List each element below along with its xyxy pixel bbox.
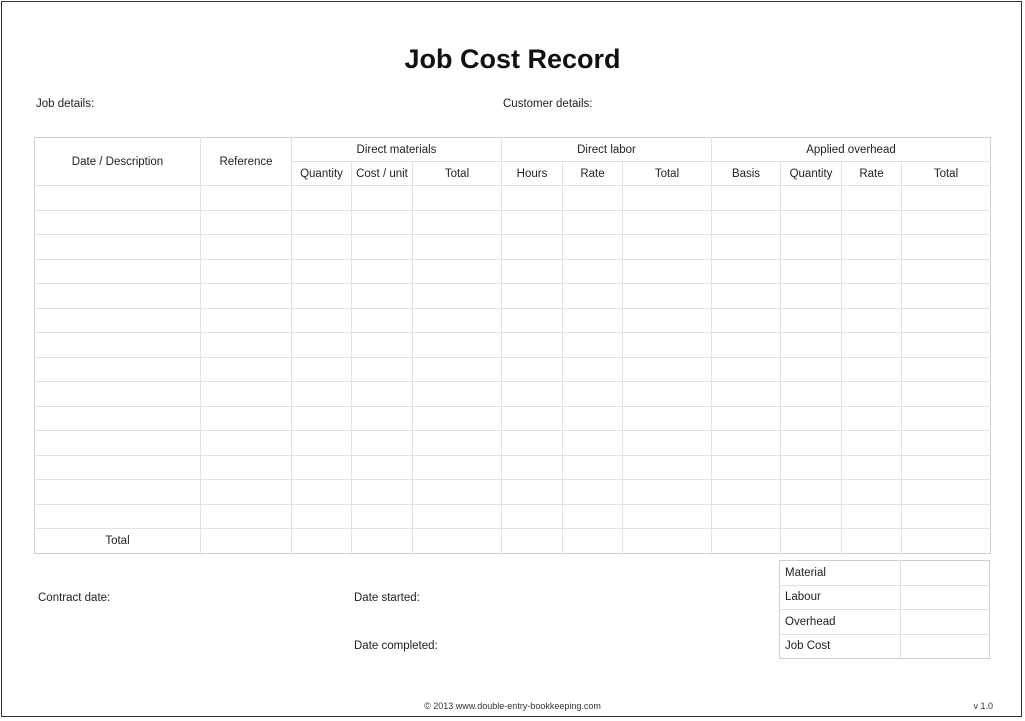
table-cell[interactable] <box>413 357 502 382</box>
table-cell[interactable] <box>35 259 201 284</box>
total-cell[interactable] <box>413 529 502 554</box>
table-cell[interactable] <box>352 186 413 211</box>
total-cell[interactable] <box>502 529 563 554</box>
table-cell[interactable] <box>902 357 991 382</box>
table-row <box>35 455 991 480</box>
table-cell[interactable] <box>842 186 902 211</box>
table-cell[interactable] <box>842 480 902 505</box>
table-cell[interactable] <box>352 504 413 529</box>
table-cell[interactable] <box>201 235 292 260</box>
table-cell[interactable] <box>201 357 292 382</box>
table-cell[interactable] <box>712 455 781 480</box>
table-cell[interactable] <box>781 333 842 358</box>
table-cell[interactable] <box>712 210 781 235</box>
header-ao-quantity: Quantity <box>781 162 842 186</box>
table-cell[interactable] <box>502 382 563 407</box>
summary-value-labour[interactable] <box>901 585 990 610</box>
table-cell[interactable] <box>201 382 292 407</box>
table-cell[interactable] <box>623 308 712 333</box>
table-cell[interactable] <box>352 259 413 284</box>
table-cell[interactable] <box>292 357 352 382</box>
table-cell[interactable] <box>35 504 201 529</box>
table-cell[interactable] <box>563 235 623 260</box>
table-cell[interactable] <box>902 406 991 431</box>
total-cell[interactable] <box>623 529 712 554</box>
header-date-description: Date / Description <box>35 138 201 186</box>
summary-value-material[interactable] <box>901 561 990 586</box>
table-cell[interactable] <box>292 480 352 505</box>
table-cell[interactable] <box>902 382 991 407</box>
table-cell[interactable] <box>712 406 781 431</box>
footer-copyright: © 2013 www.double-entry-bookkeeping.com <box>424 701 601 711</box>
table-cell[interactable] <box>623 504 712 529</box>
table-cell[interactable] <box>502 406 563 431</box>
table-row <box>35 431 991 456</box>
table-cell[interactable] <box>623 333 712 358</box>
table-cell[interactable] <box>902 504 991 529</box>
table-cell[interactable] <box>842 284 902 309</box>
header-reference: Reference <box>201 138 292 186</box>
table-cell[interactable] <box>502 455 563 480</box>
table-cell[interactable] <box>623 431 712 456</box>
table-cell[interactable] <box>781 308 842 333</box>
table-cell[interactable] <box>201 210 292 235</box>
table-cell[interactable] <box>712 357 781 382</box>
table-cell[interactable] <box>352 284 413 309</box>
table-cell[interactable] <box>352 406 413 431</box>
table-cell[interactable] <box>842 406 902 431</box>
table-cell[interactable] <box>413 186 502 211</box>
table-cell[interactable] <box>413 455 502 480</box>
table-cell[interactable] <box>623 186 712 211</box>
table-cell[interactable] <box>842 382 902 407</box>
table-cell[interactable] <box>563 186 623 211</box>
table-cell[interactable] <box>563 480 623 505</box>
table-cell[interactable] <box>413 235 502 260</box>
table-cell[interactable] <box>712 259 781 284</box>
total-cell[interactable] <box>563 529 623 554</box>
table-cell[interactable] <box>352 210 413 235</box>
table-row <box>35 235 991 260</box>
table-cell[interactable] <box>292 235 352 260</box>
table-cell[interactable] <box>781 284 842 309</box>
table-cell[interactable] <box>563 333 623 358</box>
table-cell[interactable] <box>292 210 352 235</box>
summary-label-overhead: Overhead <box>780 610 901 635</box>
table-cell[interactable] <box>781 259 842 284</box>
table-cell[interactable] <box>35 406 201 431</box>
table-cell[interactable] <box>413 333 502 358</box>
table-cell[interactable] <box>35 357 201 382</box>
table-cell[interactable] <box>712 186 781 211</box>
table-cell[interactable] <box>413 504 502 529</box>
table-row <box>35 480 991 505</box>
date-completed-label: Date completed: <box>354 640 438 652</box>
table-cell[interactable] <box>292 186 352 211</box>
table-cell[interactable] <box>413 480 502 505</box>
table-cell[interactable] <box>842 431 902 456</box>
total-cell[interactable] <box>712 529 781 554</box>
table-cell[interactable] <box>352 357 413 382</box>
table-cell[interactable] <box>842 504 902 529</box>
table-cell[interactable] <box>563 357 623 382</box>
table-cell[interactable] <box>563 210 623 235</box>
total-cell[interactable] <box>352 529 413 554</box>
table-cell[interactable] <box>502 480 563 505</box>
cost-summary-table <box>779 560 990 659</box>
header-ao-total: Total <box>902 162 991 186</box>
table-cell[interactable] <box>35 210 201 235</box>
table-cell[interactable] <box>623 455 712 480</box>
table-row <box>35 210 991 235</box>
summary-label-job-cost: Job Cost <box>780 634 901 659</box>
table-cell[interactable] <box>781 480 842 505</box>
table-cell[interactable] <box>413 308 502 333</box>
table-cell[interactable] <box>413 210 502 235</box>
table-cell[interactable] <box>352 431 413 456</box>
table-cell[interactable] <box>902 259 991 284</box>
header-direct-labor: Direct labor <box>502 138 712 162</box>
table-cell[interactable] <box>712 480 781 505</box>
table-cell[interactable] <box>352 235 413 260</box>
table-cell[interactable] <box>781 210 842 235</box>
table-cell[interactable] <box>502 235 563 260</box>
table-cell[interactable] <box>781 406 842 431</box>
table-cell[interactable] <box>201 455 292 480</box>
table-cell[interactable] <box>902 210 991 235</box>
table-cell[interactable] <box>712 504 781 529</box>
table-cell[interactable] <box>712 284 781 309</box>
table-cell[interactable] <box>502 210 563 235</box>
table-cell[interactable] <box>902 455 991 480</box>
table-cell[interactable] <box>902 480 991 505</box>
header-dm-cost-unit: Cost / unit <box>352 162 413 186</box>
table-cell[interactable] <box>292 284 352 309</box>
table-cell[interactable] <box>352 480 413 505</box>
table-cell[interactable] <box>35 455 201 480</box>
table-cell[interactable] <box>292 382 352 407</box>
table-cell[interactable] <box>781 235 842 260</box>
table-cell[interactable] <box>502 186 563 211</box>
table-cell[interactable] <box>352 455 413 480</box>
table-cell[interactable] <box>352 382 413 407</box>
table-cell[interactable] <box>623 357 712 382</box>
table-row <box>35 259 991 284</box>
table-cell[interactable] <box>563 406 623 431</box>
table-cell[interactable] <box>712 333 781 358</box>
table-cell[interactable] <box>35 284 201 309</box>
table-cell[interactable] <box>201 406 292 431</box>
summary-label-material: Material <box>780 561 901 586</box>
table-cell[interactable] <box>902 186 991 211</box>
table-cell[interactable] <box>902 431 991 456</box>
summary-value-overhead[interactable] <box>901 610 990 635</box>
table-row <box>35 284 991 309</box>
table-cell[interactable] <box>502 333 563 358</box>
table-cell[interactable] <box>842 308 902 333</box>
table-cell[interactable] <box>413 259 502 284</box>
table-cell[interactable] <box>292 259 352 284</box>
table-cell[interactable] <box>781 382 842 407</box>
table-cell[interactable] <box>712 431 781 456</box>
table-cell[interactable] <box>502 284 563 309</box>
table-cell[interactable] <box>201 431 292 456</box>
table-cell[interactable] <box>35 382 201 407</box>
table-cell[interactable] <box>842 333 902 358</box>
table-cell[interactable] <box>201 186 292 211</box>
table-row <box>35 308 991 333</box>
table-cell[interactable] <box>201 284 292 309</box>
total-cell[interactable] <box>842 529 902 554</box>
job-cost-table <box>34 137 991 554</box>
total-cell[interactable] <box>292 529 352 554</box>
table-cell[interactable] <box>623 235 712 260</box>
header-ao-rate: Rate <box>842 162 902 186</box>
summary-value-job-cost[interactable] <box>901 634 990 659</box>
table-cell[interactable] <box>35 235 201 260</box>
table-cell[interactable] <box>902 235 991 260</box>
table-cell[interactable] <box>781 357 842 382</box>
header-ao-basis: Basis <box>712 162 781 186</box>
table-cell[interactable] <box>712 308 781 333</box>
table-cell[interactable] <box>292 504 352 529</box>
summary-label-labour: Labour <box>780 585 901 610</box>
table-cell[interactable] <box>413 284 502 309</box>
table-cell[interactable] <box>902 333 991 358</box>
table-cell[interactable] <box>712 382 781 407</box>
version-label: v 1.0 <box>973 701 993 711</box>
table-row <box>35 504 991 529</box>
total-cell[interactable] <box>781 529 842 554</box>
table-cell[interactable] <box>292 308 352 333</box>
table-row <box>35 333 991 358</box>
table-cell[interactable] <box>201 504 292 529</box>
total-cell[interactable] <box>902 529 991 554</box>
table-cell[interactable] <box>842 357 902 382</box>
table-cell[interactable] <box>842 455 902 480</box>
table-cell[interactable] <box>623 480 712 505</box>
table-cell[interactable] <box>292 431 352 456</box>
header-dl-total: Total <box>623 162 712 186</box>
table-cell[interactable] <box>623 259 712 284</box>
table-cell[interactable] <box>292 333 352 358</box>
table-cell[interactable] <box>623 284 712 309</box>
table-cell[interactable] <box>781 455 842 480</box>
contract-date-label: Contract date: <box>38 592 111 604</box>
table-cell[interactable] <box>623 406 712 431</box>
table-cell[interactable] <box>563 284 623 309</box>
header-direct-materials: Direct materials <box>292 138 502 162</box>
table-cell[interactable] <box>563 382 623 407</box>
table-cell[interactable] <box>563 431 623 456</box>
table-cell[interactable] <box>563 504 623 529</box>
table-cell[interactable] <box>352 308 413 333</box>
table-cell[interactable] <box>413 431 502 456</box>
table-cell[interactable] <box>902 284 991 309</box>
table-cell[interactable] <box>563 455 623 480</box>
table-cell[interactable] <box>563 308 623 333</box>
table-cell[interactable] <box>502 308 563 333</box>
table-cell[interactable] <box>352 333 413 358</box>
table-cell[interactable] <box>201 259 292 284</box>
table-cell[interactable] <box>842 210 902 235</box>
table-cell[interactable] <box>292 455 352 480</box>
table-cell[interactable] <box>292 406 352 431</box>
date-started-label: Date started: <box>354 592 420 604</box>
job-details-label: Job details: <box>36 98 95 110</box>
total-row-label: Total <box>35 529 201 554</box>
table-cell[interactable] <box>35 333 201 358</box>
table-cell[interactable] <box>842 235 902 260</box>
table-cell[interactable] <box>413 382 502 407</box>
header-dm-total: Total <box>413 162 502 186</box>
page-title: Job Cost Record <box>404 44 621 74</box>
table-cell[interactable] <box>201 308 292 333</box>
header-dl-hours: Hours <box>502 162 563 186</box>
table-row <box>35 406 991 431</box>
total-cell[interactable] <box>201 529 292 554</box>
table-cell[interactable] <box>842 259 902 284</box>
table-cell[interactable] <box>502 431 563 456</box>
table-cell[interactable] <box>502 504 563 529</box>
table-cell[interactable] <box>201 333 292 358</box>
table-cell[interactable] <box>623 382 712 407</box>
table-cell[interactable] <box>781 186 842 211</box>
table-cell[interactable] <box>902 308 991 333</box>
header-applied-overhead: Applied overhead <box>712 138 991 162</box>
table-cell[interactable] <box>623 210 712 235</box>
table-cell[interactable] <box>781 504 842 529</box>
table-cell[interactable] <box>502 357 563 382</box>
table-row <box>35 357 991 382</box>
table-row <box>35 186 991 211</box>
table-row <box>35 382 991 407</box>
table-cell[interactable] <box>201 480 292 505</box>
header-dm-quantity: Quantity <box>292 162 352 186</box>
table-cell[interactable] <box>502 259 563 284</box>
table-cell[interactable] <box>413 406 502 431</box>
header-dl-rate: Rate <box>563 162 623 186</box>
table-cell[interactable] <box>563 259 623 284</box>
table-cell[interactable] <box>35 308 201 333</box>
table-cell[interactable] <box>712 235 781 260</box>
table-cell[interactable] <box>781 431 842 456</box>
table-cell[interactable] <box>35 431 201 456</box>
table-cell[interactable] <box>35 186 201 211</box>
table-cell[interactable] <box>35 480 201 505</box>
customer-details-label: Customer details: <box>503 98 593 110</box>
